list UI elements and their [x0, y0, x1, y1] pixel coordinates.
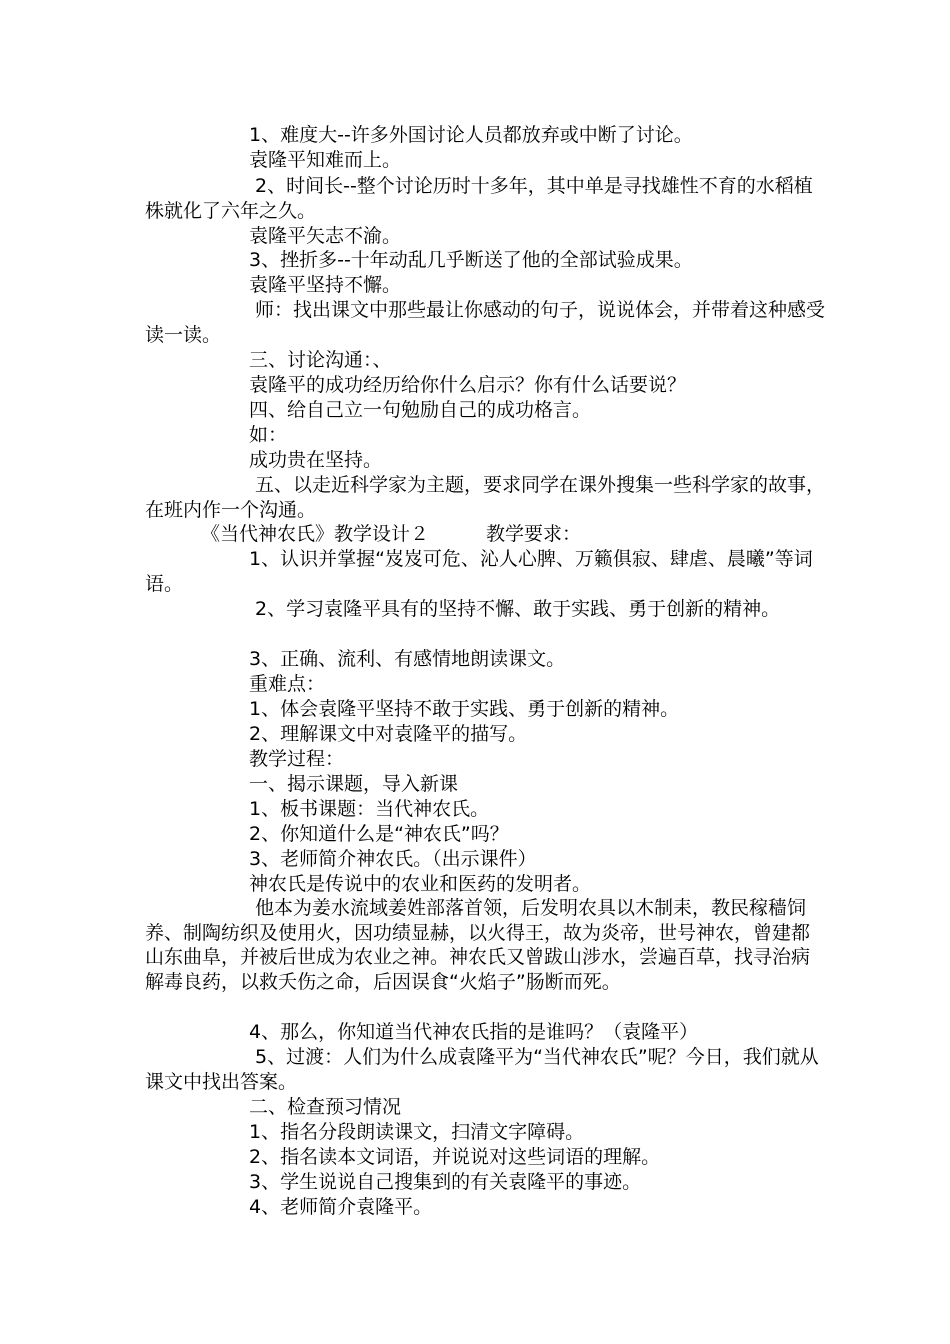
paragraph-29: 5、过渡：人们为什么成袁隆平为“当代神农氏”呢？今日，我们就从课文中找出答案。: [145, 1046, 819, 1093]
paragraph-26: 神农氏是传说中的农业和医药的发明者。: [249, 873, 592, 895]
paragraph-5: 3、挫折多--十年动乱几乎断送了他的全部试验成果。: [249, 249, 693, 271]
paragraph-30: 二、检查预习情况: [249, 1096, 402, 1118]
paragraph-32: 2、指名读本文词语，并说说对这些词语的理解。: [249, 1146, 661, 1168]
paragraph-27: 他本为姜水流域姜姓部落首领，后发明农具以木制耒，教民稼穑饲养、制陶纺织及使用火，因功绩显赫，以火得王，故为炎帝，世号神农，曾建都山东曲阜，并被后世成为农业之神。神农氏又曾跋山涉水，尝遍百草，找寻治病解毒良药，以救夭伤之命，后因误食“火焰子”肠断而死。: [145, 897, 811, 993]
paragraph-3: 2、时间长--整个讨论历时十多年，其中单是寻找雄性不育的水稻植株就化了六年之久。: [145, 175, 813, 222]
paragraph-1: 1、难度大--许多外国讨论人员都放弃或中断了讨论。: [249, 124, 693, 146]
paragraph-6: 袁隆平坚持不懈。: [249, 274, 402, 296]
paragraph-15: 1、认识并掌握“岌岌可危、沁人心脾、万籁俱寂、肆虐、晨曦”等词语。: [145, 548, 813, 595]
paragraph-28: 4、那么，你知道当代神农氏指的是谁吗？（袁隆平）: [249, 1021, 699, 1043]
paragraph-10: 四、给自己立一句勉励自己的成功格言。: [249, 399, 592, 421]
paragraph-4: 袁隆平矢志不渝。: [249, 225, 402, 247]
paragraph-21: 教学过程：: [249, 748, 345, 770]
paragraph-9: 袁隆平的成功经历给你什么启示？你有什么话要说？: [249, 374, 687, 396]
paragraph-24: 2、你知道什么是“神农氏”吗？: [249, 823, 509, 845]
lesson-title: 《当代神农氏》教学设计２ 教学要求：: [201, 523, 582, 545]
paragraph-22: 一、揭示课题，导入新课: [249, 773, 459, 795]
paragraph-12: 成功贵在坚持。: [249, 449, 383, 471]
paragraph-8: 三、讨论沟通：、: [249, 349, 392, 371]
paragraph-25: 3、老师简介神农氏。（出示课件）: [249, 848, 537, 870]
paragraph-33: 3、学生说说自己搜集到的有关袁隆平的事迹。: [249, 1171, 642, 1193]
paragraph-17: 3、正确、流利、有感情地朗读课文。: [249, 648, 566, 670]
paragraph-19: 1、体会袁隆平坚持不敢于实践、勇于创新的精神。: [249, 698, 680, 720]
paragraph-34: 4、老师简介袁隆平。: [249, 1196, 433, 1218]
paragraph-7: 师：找出课文中那些最让你感动的句子，说说体会，并带着这种感受读一读。: [145, 299, 826, 346]
paragraph-13: 五、以走近科学家为主题，要求同学在课外搜集一些科学家的故事，在班内作一个沟通。: [145, 474, 826, 521]
paragraph-2: 袁隆平知难而上。: [249, 149, 402, 171]
paragraph-11: 如：: [249, 424, 288, 446]
paragraph-20: 2、理解课文中对袁隆平的描写。: [249, 723, 528, 745]
paragraph-23: 1、板书课题：当代神农氏。: [249, 798, 490, 820]
paragraph-18: 重难点：: [249, 673, 326, 695]
paragraph-31: 1、指名分段朗读课文，扫清文字障碍。: [249, 1121, 585, 1143]
paragraph-16: 2、学习袁隆平具有的坚持不懈、敢于实践、勇于创新的精神。: [255, 598, 781, 620]
